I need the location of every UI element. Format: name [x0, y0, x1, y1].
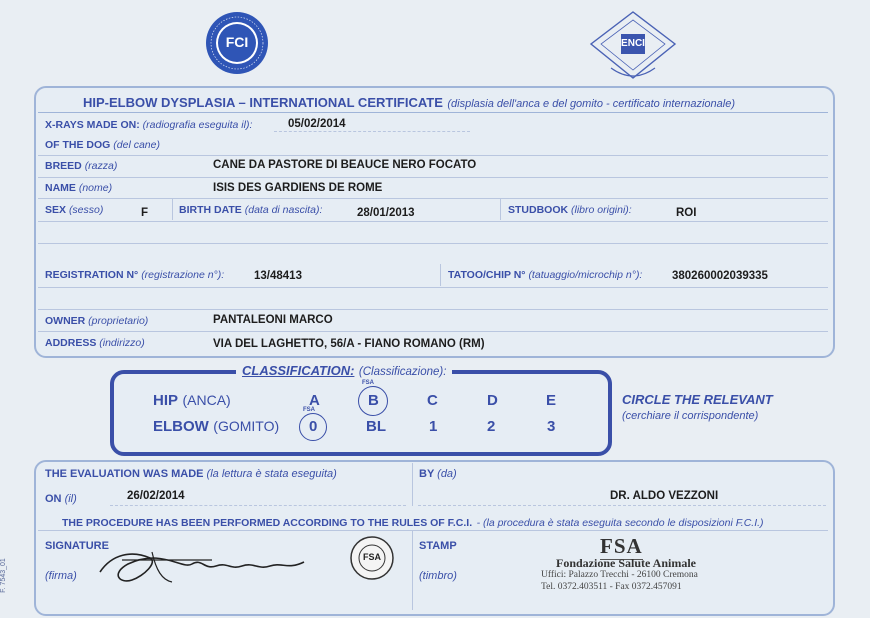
registration-label: REGISTRATION N° (registrazione n°):	[45, 269, 225, 281]
seal-text: FSA	[363, 552, 381, 562]
registration-separator	[440, 264, 441, 286]
by-label: BY (da)	[419, 468, 457, 480]
hip-fsa-stamp-text: FSA	[362, 380, 374, 386]
owner-label: OWNER (proprietario)	[45, 315, 149, 327]
stamp-label: STAMP	[419, 540, 457, 552]
signature-separator	[412, 530, 413, 610]
studbook-value: ROI	[676, 207, 697, 219]
studbook-label: STUDBOOK (libro origini):	[508, 204, 632, 216]
classification-box	[110, 370, 612, 456]
fsa-org-address: Uffici: Palazzo Trecchi - 26100 Cremona	[541, 570, 698, 580]
name-label: NAME (nome)	[45, 182, 113, 194]
circle-the-relevant-it: (cerchiare il corrispondente)	[622, 410, 759, 422]
address-value: VIA DEL LAGHETTO, 56/A - FIANO ROMANO (RM)	[213, 338, 485, 350]
evaluator-name: DR. ALDO VEZZONI	[610, 490, 719, 502]
birth-separator	[500, 198, 501, 220]
birth-value: 28/01/2013	[357, 207, 415, 219]
blank-row-divider-2	[38, 309, 828, 310]
certificate-title: HIP-ELBOW DYSPLASIA – INTERNATIONAL CERTIFICATE	[83, 95, 443, 110]
blank-row-divider	[38, 243, 828, 244]
owner-value: PANTALEONI MARCO	[213, 314, 333, 326]
address-label: ADDRESS (indirizzo)	[45, 337, 145, 349]
hip-label: HIP (ANCA)	[153, 392, 231, 409]
hip-grade-c: C	[427, 392, 438, 409]
breed-label: BREED (razza)	[45, 160, 118, 172]
breed-value: CANE DA PASTORE DI BEAUCE NERO FOCATO	[213, 159, 477, 171]
hip-grade-d: D	[487, 392, 498, 409]
fci-logo-text: FCI	[225, 34, 249, 50]
xray-label: X-RAYS MADE ON: (radiografia eseguita il):	[45, 119, 253, 131]
xray-date: 05/02/2014	[288, 118, 346, 130]
hip-grade-e: E	[546, 392, 557, 409]
registration-value: 13/48413	[254, 270, 302, 282]
owner-divider	[38, 331, 828, 332]
signature-label-it: (firma)	[45, 570, 77, 582]
header-divider	[38, 112, 828, 113]
hip-grade-b: B	[368, 392, 379, 409]
birth-label: BIRTH DATE (data di nascita):	[179, 204, 323, 216]
enci-logo-text: ENCI	[621, 38, 645, 49]
sex-value: F	[141, 207, 149, 219]
elbow-fsa-stamp-text: FSA	[303, 407, 315, 413]
sex-label: SEX (sesso)	[45, 204, 104, 216]
form-code: F. 7543_01	[0, 558, 7, 593]
procedure-divider	[38, 530, 828, 531]
registration-divider	[38, 287, 828, 288]
evaluation-date: 26/02/2014	[127, 490, 185, 502]
xray-underline	[274, 131, 470, 132]
tatoo-value: 380260002039335	[672, 270, 768, 282]
dog-label: OF THE DOG (del cane)	[45, 139, 160, 151]
elbow-grade-0: 0	[309, 418, 318, 435]
name-value: ISIS DES GARDIENS DE ROME	[213, 182, 383, 194]
classification-title: CLASSIFICATION: (Classificazione):	[236, 362, 452, 380]
signature-label: SIGNATURE	[45, 540, 109, 552]
hip-selected-circle	[358, 386, 388, 416]
tatoo-label: TATOO/CHIP N° (tatuaggio/microchip n°):	[448, 269, 643, 281]
hip-grade-a: A	[309, 392, 320, 409]
breed-divider	[38, 177, 828, 178]
elbow-selected-circle	[299, 413, 327, 441]
fsa-stamp-logo: FSA	[600, 534, 643, 558]
sex-separator	[172, 198, 173, 220]
elbow-label: ELBOW (GOMITO)	[153, 418, 280, 435]
handwritten-signature	[92, 540, 322, 595]
circle-the-relevant: CIRCLE THE RELEVANT	[622, 392, 773, 407]
evaluation-separator	[412, 463, 413, 506]
elbow-grade-3: 3	[547, 418, 556, 435]
elbow-grade-2: 2	[487, 418, 496, 435]
fsa-org-name: Fondazione Salute Animale	[556, 556, 697, 570]
sex-row-divider	[38, 221, 828, 222]
evaluation-label: THE EVALUATION WAS MADE (la lettura è stata eseguita)	[45, 468, 337, 480]
elbow-grade-1: 1	[429, 418, 438, 435]
certificate-subtitle: (displasia dell'anca e del gomito - certificato internazionale)	[447, 98, 736, 110]
certificate-title-row	[83, 94, 735, 112]
dog-divider	[38, 155, 828, 156]
fsa-org-phone: Tel. 0372.403511 - Fax 0372.457091	[541, 582, 682, 592]
name-divider	[38, 198, 828, 199]
procedure-statement: THE PROCEDURE HAS BEEN PERFORMED ACCORDING TO THE RULES OF F.C.I. - (la procedura è stata eseguita secondo le disposizioni F.C.I.)	[62, 517, 764, 529]
elbow-grade-bl: BL	[366, 418, 386, 435]
stamp-label-it: (timbro)	[419, 570, 457, 582]
fci-logo	[204, 10, 270, 76]
enci-logo	[583, 8, 683, 86]
date-underline	[110, 505, 406, 506]
reading-center-seal	[349, 535, 395, 581]
on-label: ON (il)	[45, 493, 77, 505]
by-underline	[418, 505, 826, 506]
